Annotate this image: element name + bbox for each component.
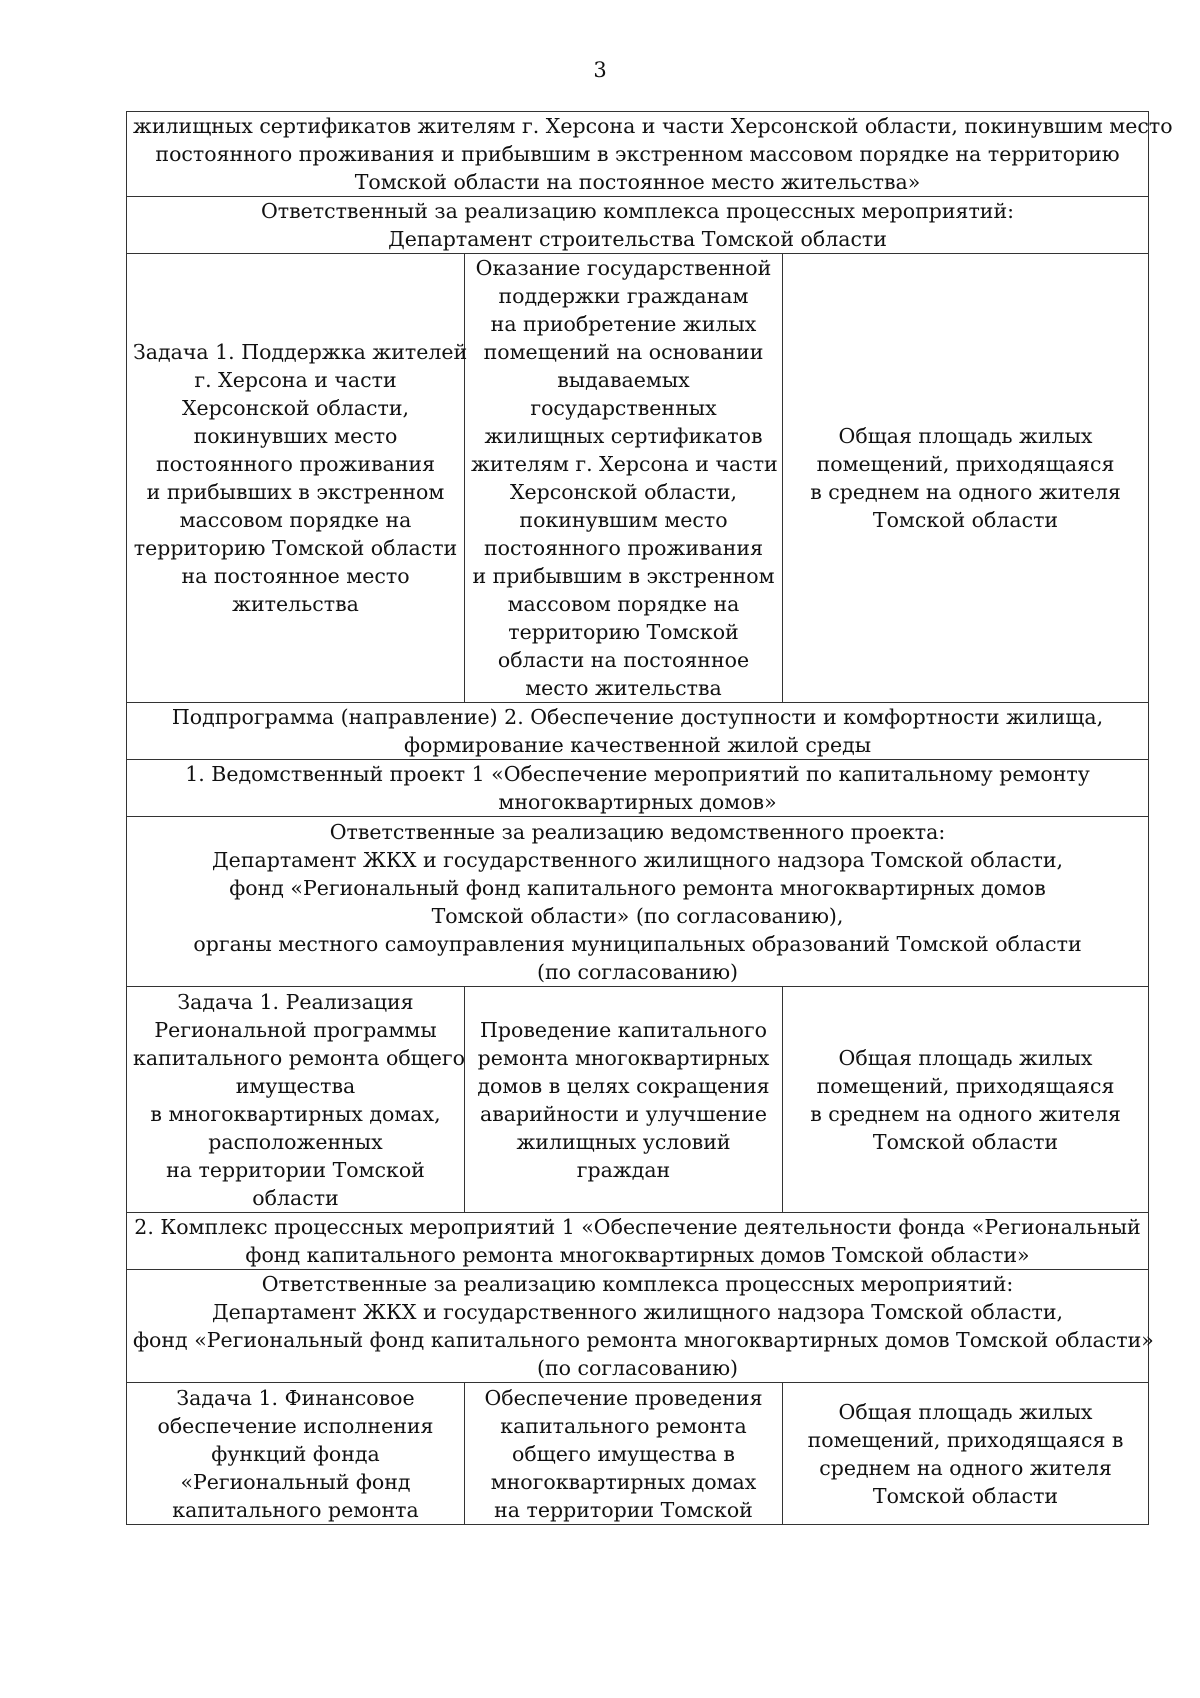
text-line: Департамент ЖКХ и государственного жилищного надзора Томской области, [212, 1300, 1063, 1324]
text-line: Задача 1. Поддержка жителей [133, 340, 468, 364]
text-line: 1. Ведомственный проект 1 «Обеспечение мероприятий по капитальному ремонту [185, 762, 1090, 786]
text-line: капитального ремонта общего [133, 1045, 465, 1070]
indicator-cell [783, 254, 1149, 703]
text-line: Задача 1. Финансовое [176, 1385, 415, 1410]
text-line: области на постоянное [497, 648, 750, 672]
text-line: капитального ремонта [172, 1497, 419, 1522]
text-line: постоянного проживания и прибывшим в экстренном массовом порядке на территорию [155, 142, 1120, 166]
text-line: на постоянное место [181, 564, 410, 588]
text-line: общего имущества в [512, 1441, 735, 1466]
table-row [127, 987, 1149, 1213]
text-line: в среднем на одного жителя [810, 1101, 1121, 1126]
page-number: 3 [593, 58, 607, 82]
text-line: Департамент строительства Томской области [388, 227, 887, 251]
text-line: фонд «Региональный фонд капитального ремонта многоквартирных домов [229, 875, 1046, 900]
table-row [127, 1383, 1149, 1525]
subprogram-cell [127, 703, 1149, 760]
text-line: Оказание государственной [475, 256, 772, 280]
text-line: г. Херсона и части [194, 368, 397, 392]
text-line: «Региональный фонд [180, 1469, 411, 1494]
table-row [127, 1270, 1149, 1383]
text-line: постоянного проживания [155, 452, 436, 476]
text-line: и прибывшим в экстренном [472, 564, 775, 588]
text-line: органы местного самоуправления муниципальных образований Томской области [193, 931, 1082, 956]
table-row [127, 760, 1149, 817]
responsible-cell [127, 1270, 1154, 1383]
text-line: в среднем на одного жителя [810, 480, 1121, 504]
measures-table [126, 111, 1173, 1525]
text-line: формирование качественной жилой среды [403, 733, 872, 757]
text-line: многоквартирных домов» [498, 790, 777, 814]
text-line: многоквартирных домах [490, 1469, 757, 1494]
measure-cell [465, 1383, 783, 1525]
text-line: (по согласованию) [536, 1356, 739, 1380]
text-line: помещений, приходящаяся [816, 1073, 1115, 1098]
text-line: Томской области [872, 1483, 1059, 1508]
text-line: Общая площадь жилых [838, 424, 1093, 448]
text-line: ремонта многоквартирных [477, 1045, 770, 1070]
table-row [127, 703, 1149, 760]
text-line: жилищных сертификатов [484, 424, 763, 448]
text-line: помещений, приходящаяся в [807, 1427, 1124, 1452]
text-line: Общая площадь жилых [838, 1399, 1093, 1424]
task-cell [127, 987, 465, 1213]
text-line: покинувшим место [519, 508, 728, 532]
text-line: государственных [530, 396, 717, 420]
text-line: поддержки гражданам [498, 284, 749, 308]
text-line: и прибывших в экстренном [146, 480, 445, 504]
text-line: жилищных сертификатов жителям г. Херсона и части Херсонской области, покинувшим место [133, 114, 1173, 138]
text-line: капитального ремонта [500, 1413, 747, 1438]
text-line: на территории Томской [166, 1157, 425, 1182]
text-line: среднем на одного жителя [819, 1455, 1112, 1480]
task-cell [127, 1383, 465, 1525]
text-line: выдаваемых [557, 368, 690, 392]
table-row [127, 197, 1149, 254]
measure-cell [465, 254, 783, 703]
text-line: Ответственные за реализацию ведомственного проекта: [329, 819, 946, 844]
text-line: на приобретение жилых [490, 312, 757, 336]
text-line: Проведение капитального [480, 1017, 767, 1042]
complex-cell [127, 1213, 1149, 1270]
certificates-text-cell [127, 112, 1173, 197]
text-line: Томской области [872, 508, 1059, 532]
text-line: место жительства [525, 676, 722, 700]
text-line: граждан [576, 1157, 671, 1182]
table-row [127, 112, 1149, 197]
text-line: функций фонда [211, 1441, 380, 1466]
text-line: расположенных [208, 1129, 383, 1154]
table-row [127, 1213, 1149, 1270]
indicator-cell [783, 1383, 1149, 1525]
text-line: постоянного проживания [483, 536, 764, 560]
text-line: территорию Томской области [133, 536, 458, 560]
text-line: области [252, 1185, 339, 1210]
text-line: Ответственные за реализацию комплекса процессных мероприятий: [261, 1272, 1014, 1296]
text-line: массовом порядке на [179, 508, 412, 532]
text-line: на территории Томской [494, 1497, 753, 1522]
text-line: Томской области» (по согласованию), [431, 903, 844, 928]
text-line: покинувших место [193, 424, 398, 448]
text-line: Томской области [872, 1129, 1059, 1154]
text-line: помещений, приходящаяся [816, 452, 1115, 476]
text-line: территорию Томской [508, 620, 739, 644]
text-line: Общая площадь жилых [838, 1045, 1093, 1070]
project-cell [127, 760, 1149, 817]
text-line: Подпрограмма (направление) 2. Обеспечение доступности и комфортности жилища, [171, 705, 1104, 729]
text-line: Региональной программы [154, 1017, 437, 1042]
text-line: обеспечение исполнения [157, 1413, 434, 1438]
text-line: Департамент ЖКХ и государственного жилищного надзора Томской области, [212, 847, 1063, 872]
text-line: 2. Комплекс процессных мероприятий 1 «Обеспечение деятельности фонда «Региональный [134, 1215, 1141, 1239]
responsible-cell [127, 817, 1149, 987]
text-line: жилищных условий [516, 1129, 731, 1154]
text-line: имущества [235, 1073, 356, 1098]
text-line: жителям г. Херсона и части [471, 452, 778, 476]
task-cell [127, 254, 468, 703]
text-line: фонд «Региональный фонд капитального ремонта многоквартирных домов Томской области» [133, 1328, 1154, 1352]
text-line: фонд капитального ремонта многоквартирных домов Томской области» [245, 1243, 1030, 1267]
table-row [127, 254, 1149, 703]
text-line: Задача 1. Реализация [177, 989, 414, 1014]
responsible-cell [127, 197, 1149, 254]
text-line: аварийности и улучшение [480, 1101, 767, 1126]
text-line: Томской области на постоянное место жительства» [354, 170, 921, 194]
text-line: Херсонской области, [509, 480, 738, 504]
text-line: Херсонской области, [181, 396, 410, 420]
text-line: помещений на основании [483, 340, 764, 364]
text-line: домов в целях сокращения [477, 1073, 770, 1098]
table-row [127, 817, 1149, 987]
text-line: массовом порядке на [507, 592, 740, 616]
text-line: (по согласованию) [536, 959, 739, 984]
text-line: жительства [232, 592, 359, 616]
measure-cell [465, 987, 783, 1213]
indicator-cell [783, 987, 1149, 1213]
text-line: Обеспечение проведения [484, 1385, 763, 1410]
text-line: в многоквартирных домах, [150, 1101, 441, 1126]
text-line: Ответственный за реализацию комплекса процессных мероприятий: [260, 199, 1015, 223]
